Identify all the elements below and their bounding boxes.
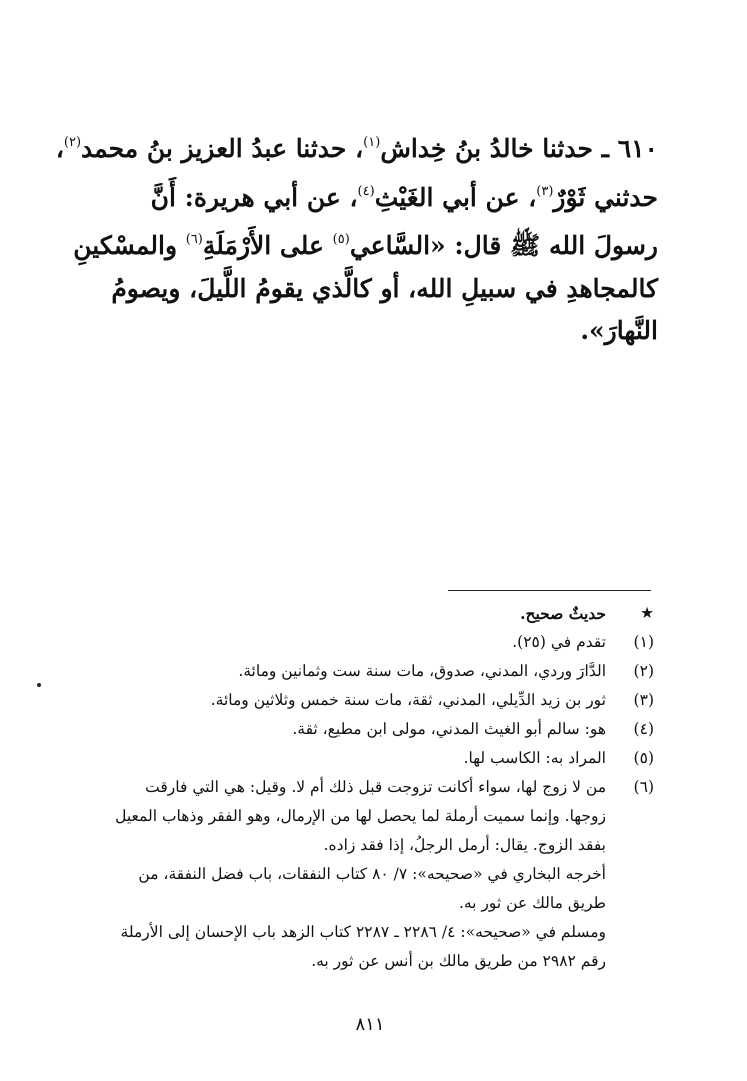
footnote-marker: (٢) [633, 662, 654, 680]
hadith-line: ٦١٠ ـ حدثنا خالدُ بنُ خِداش$^{(١)}$، حدثنا عبدُ العزيز بنُ محمد$^{(٢)}$، [55, 134, 658, 163]
footnote-line: الدَّارَ وردي، المدني، صدوق، مات سنة ست وثمانين ومائة. [238, 662, 606, 680]
footnote-5 [96, 744, 654, 773]
footnote-3 [96, 686, 654, 715]
footnote-marker: (٤) [633, 720, 654, 738]
footnote-marker: (٣) [633, 691, 654, 709]
footnote-line: بفقد الزوج. يقال: أرمل الرجلُ، إذا فقد زاده. [323, 836, 606, 854]
hadith-line: النَّهارَ». [580, 316, 658, 345]
hadith-text [55, 122, 658, 353]
hadith-line: حدثني ثَوْرٌ$^{(٣)}$، عن أبي الغَيْثِ$^{(٤)}$، عن أبي هريرة: أَنَّ [150, 182, 658, 212]
footnote-line: طريق مالك عن ثور به. [458, 894, 606, 912]
footnote-separator [448, 590, 651, 591]
footnotes [96, 599, 654, 976]
footnote-line: أخرجه البخاري في «صحيحه»: ٧/ ٨٠ كتاب النفقات، باب فضل النفقة، من [138, 865, 606, 883]
footnote-line: ثور بن زيد الدِّيلي، المدني، ثقة، مات سنة خمس وثلاثين ومائة. [210, 691, 606, 709]
page-number: ٨١١ [355, 1014, 385, 1035]
footnote-marker: ★ [640, 604, 654, 622]
footnote-line: ومسلم في «صحيحه»: ٤/ ٢٢٨٦ ـ ٢٢٨٧ كتاب الزهد باب الإحسان إلى الأرملة [120, 923, 606, 941]
footnote-line: من لا زوج لها، سواء أكانت تزوجت قبل ذلك أم لا. وقيل: هي التي فارقت [145, 778, 606, 796]
footnote-4 [96, 715, 654, 744]
footnote-marker: (٦) [633, 778, 654, 796]
footnote-line: حديثٌ صحيح. [520, 604, 606, 623]
footnote-line: زوجها. وإنما سميت أرملة لما يحصل لها من الإرمال، وهو الفقر وذهاب المعيل [115, 807, 606, 825]
footnote-grade [96, 599, 654, 628]
hadith-line: كالمجاهدِ في سبيلِ الله، أو كالَّذي يقومُ اللَّيلَ، ويصومُ [111, 273, 658, 303]
footnote-6 [96, 773, 654, 976]
hadith-line: رسولَ الله ﷺ قال: «السَّاعي$^{(٥)}$ على الأَرْمَلَةِ$^{(٦)}$ والمسْكينِ [73, 231, 658, 260]
footnote-line: المراد به: الكاسب لها. [463, 749, 606, 767]
footnote-2 [96, 657, 654, 686]
footnote-line: تقدم في (٢٥). [512, 633, 606, 651]
footnote-marker: (١) [633, 633, 654, 651]
footnote-marker: (٥) [633, 749, 654, 767]
scan-speck [37, 683, 41, 687]
footnote-line: رقم ٢٩٨٢ من طريق مالك بن أنس عن ثور به. [311, 952, 606, 970]
footnote-1 [96, 628, 654, 657]
footnote-line: هو: سالم أبو الغيث المدني، مولى ابن مطيع، ثقة. [292, 720, 606, 738]
